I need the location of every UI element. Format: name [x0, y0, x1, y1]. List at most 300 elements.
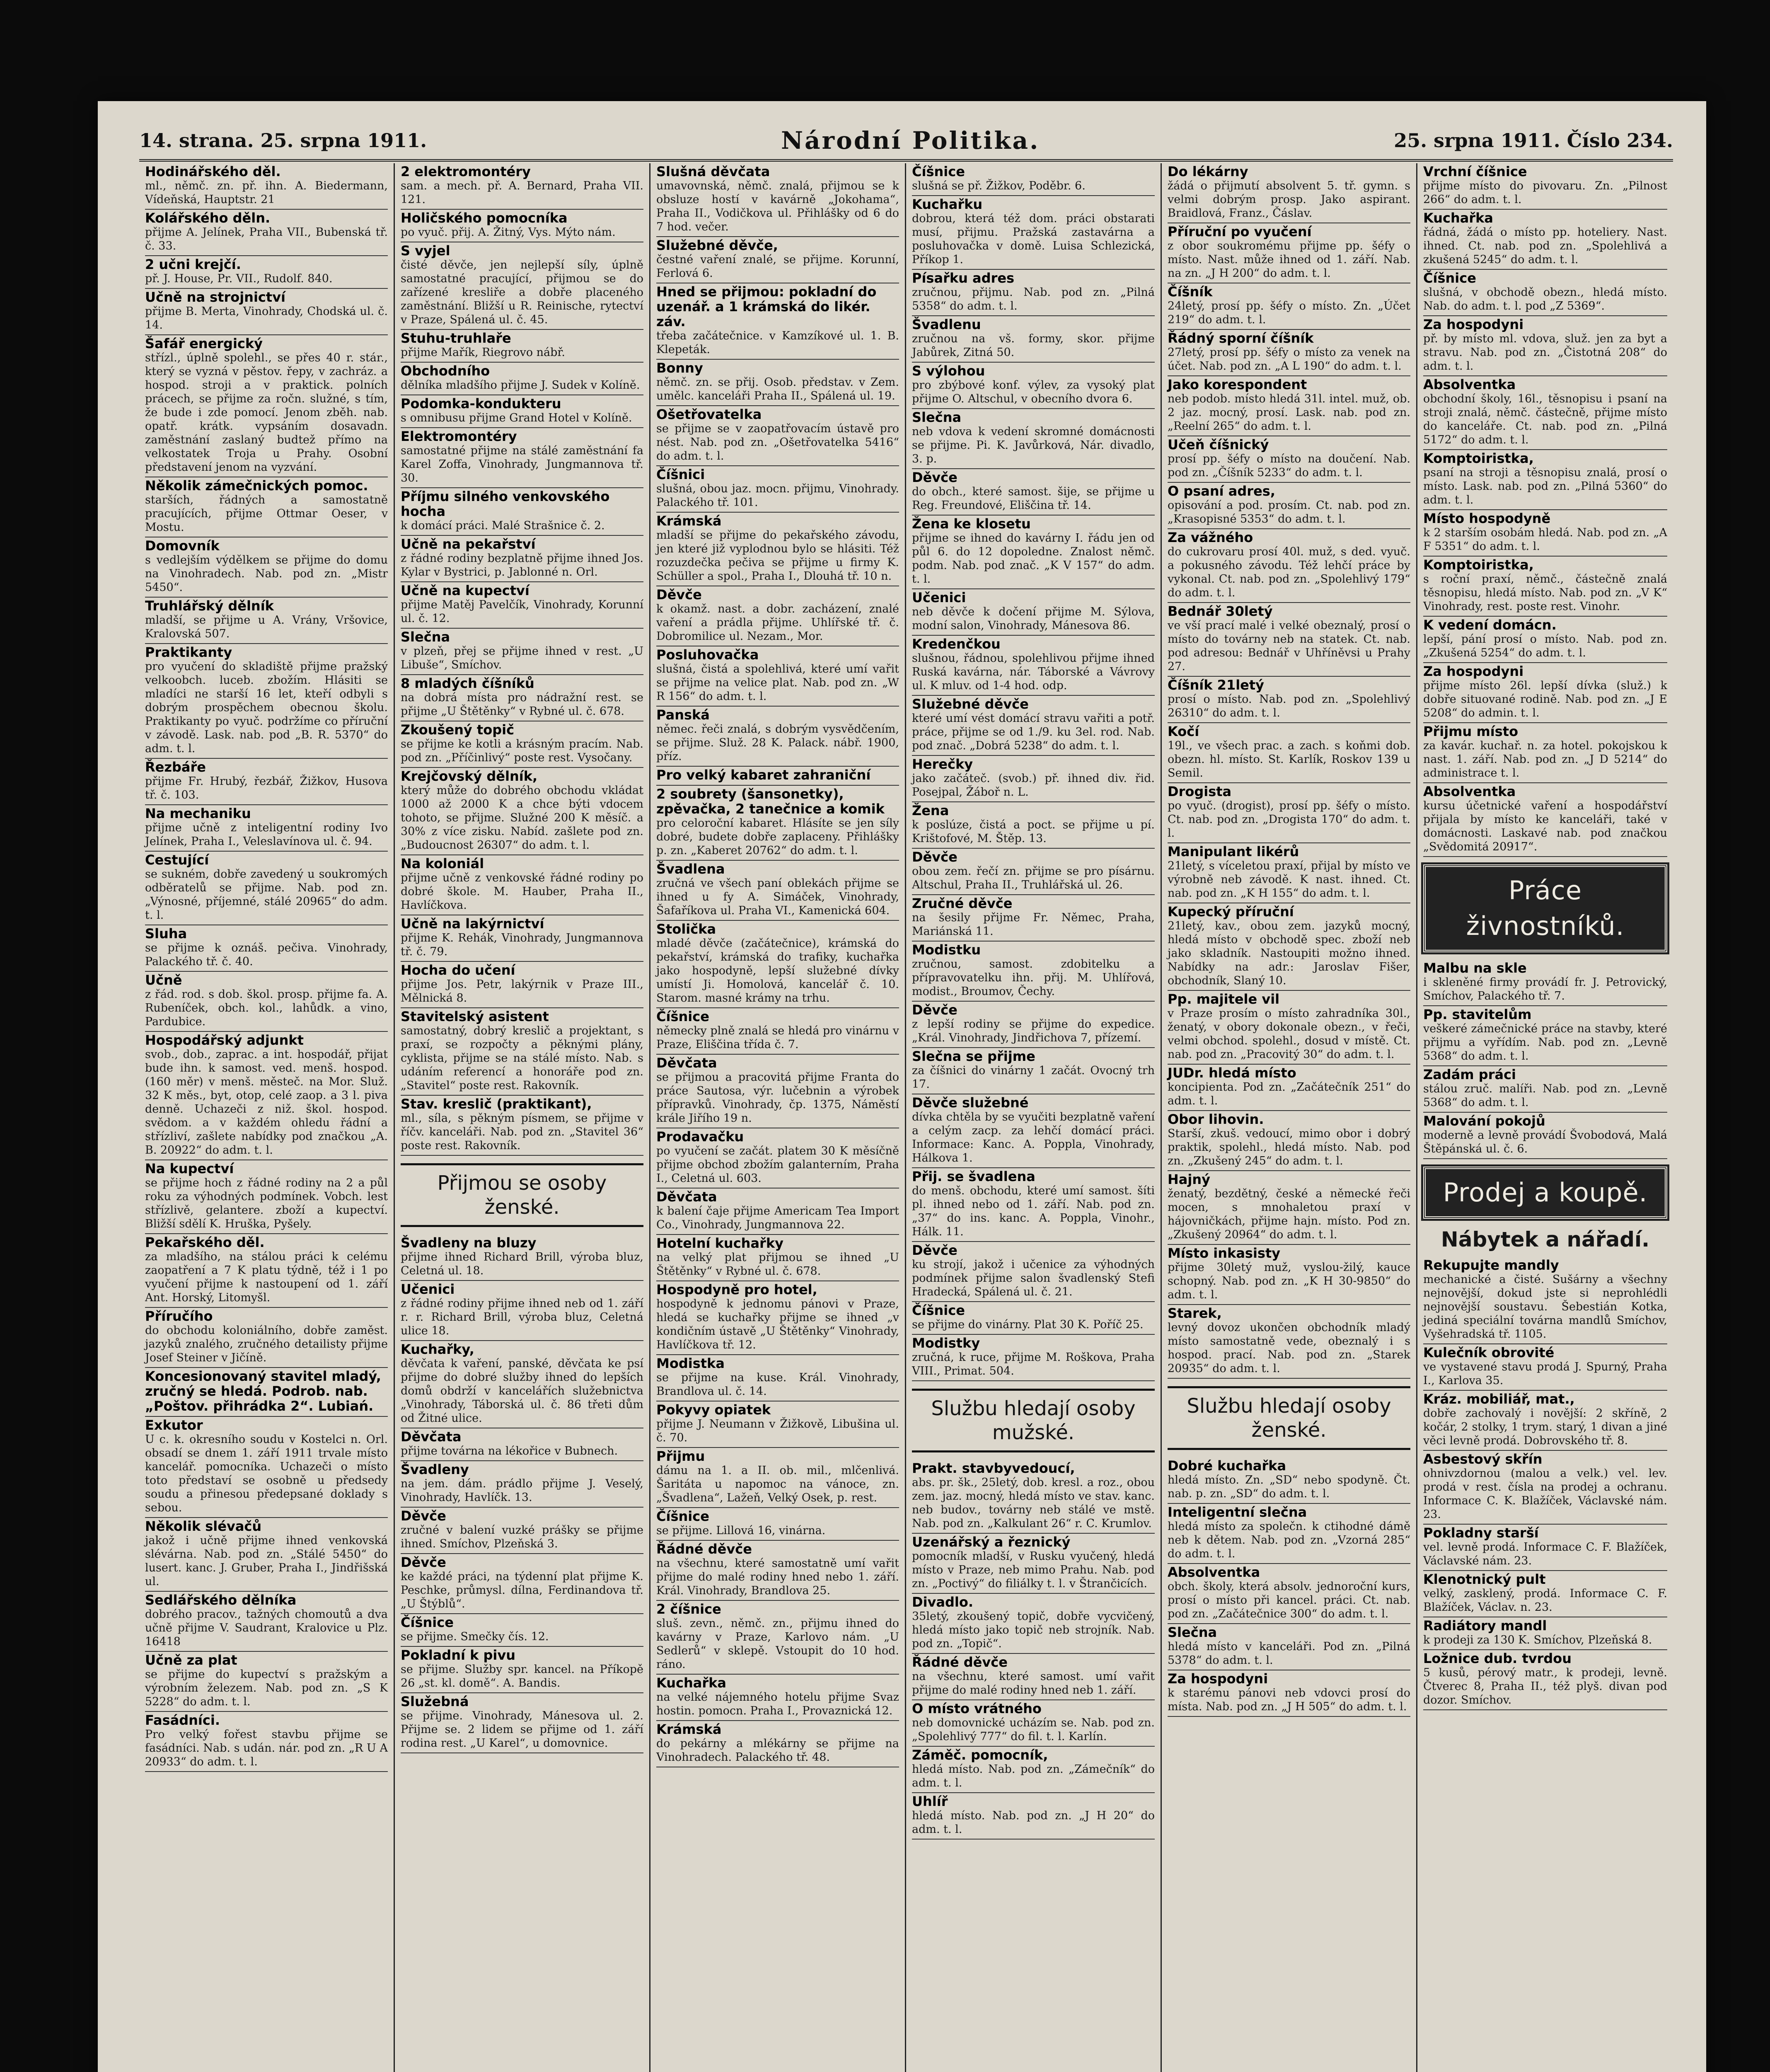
- ad-headline: Kuchařku: [912, 196, 983, 212]
- ad-body: 24letý, prosí pp. šéfy o místo. Zn. „Účet 219“ do adm. t. l.: [1168, 300, 1410, 326]
- newspaper-page: [98, 101, 1706, 2072]
- ad-headline: Slečna: [912, 409, 962, 425]
- classified-ad: [1423, 1391, 1667, 1451]
- ad-body: stálou zruč. malíři. Nab. pod zn. „Levně 5368“ do adm. t. l.: [1423, 1082, 1667, 1109]
- ad-body: k 2 starším osobám hledá. Nab. pod zn. „A F 5351“ do adm. t. l.: [1423, 526, 1667, 553]
- ad-body: němč. zn. se přij. Osob. představ. v Zem. umělc. kanceláři Praha II., Spálená ul. 19.: [656, 376, 899, 402]
- classified-ad: [401, 488, 643, 536]
- ad-headline: Místo inkasisty: [1168, 1245, 1281, 1261]
- classified-ad: [912, 1335, 1155, 1381]
- ad-headline: K vedení domácn.: [1423, 617, 1557, 633]
- ad-body: přijme místo 26l. lepší dívka (služ.) k dobře situované rodině. Nab. pod zn. „J E 5208“ do admin. t. l.: [1423, 679, 1667, 719]
- ad-body: mladší, se přijme u A. Vrány, Vršovice, Kralovská 507.: [145, 614, 388, 640]
- ad-headline: Panská: [656, 707, 710, 723]
- classified-ad: [1168, 677, 1410, 723]
- ad-body: se přijme hoch z řádné rodiny na 2 a půl roku za výhodných podmínek. Vobch. lest střízlivě, gelantere. zboží a kupectví. Bližší sdělí K. Hruška, Pyšely.: [145, 1176, 388, 1230]
- ad-body: přijme ihned Richard Brill, výroba bluz, Celetná ul. 18.: [401, 1251, 643, 1277]
- ad-headline: Děvčata: [656, 1055, 717, 1071]
- classified-ad: [656, 1508, 899, 1541]
- masthead-title: Národní Politika.: [781, 126, 1040, 155]
- ad-body: dělníka mladšího přijme J. Sudek v Kolíně.: [401, 379, 640, 392]
- ad-headline: Učně na pekařství: [401, 536, 536, 552]
- ad-body: obou zem. řečí zn. přijme se pro písárnu. Altschul, Praha II., Truhlářská ul. 26.: [912, 865, 1155, 891]
- classified-ad: [1168, 843, 1410, 903]
- ad-body: do obchodu koloniálního, dobře zaměst. jazyků znalého, zručného detailisty přijme Josef Steiner v Jičíně.: [145, 1324, 388, 1364]
- ad-body: k poslúze, čistá a poct. se přijme u pí. Krištofové, M. Štěp. 13.: [912, 818, 1155, 845]
- ad-body: opisování a pod. prosím. Ct. nab. pod zn. „Krasopisné 5353“ do adm. t. l.: [1168, 499, 1410, 525]
- classified-ad: [1168, 991, 1410, 1065]
- classified-ad: [401, 1508, 643, 1554]
- classified-ad: [1168, 223, 1410, 283]
- ad-body: prosí pp. šéfy o místo na doučení. Nab. pod zn. „Číšník 5233“ do adm. t. l.: [1168, 453, 1410, 479]
- ad-headline: Inteligentní slečna: [1168, 1504, 1307, 1520]
- classified-ad: [1168, 1171, 1410, 1245]
- classified-ad: [145, 805, 388, 852]
- ad-body: hledá místo v kanceláři. Pod zn. „Pilná 5378“ do adm. t. l.: [1168, 1640, 1410, 1667]
- ad-headline: Krámská: [656, 513, 722, 529]
- column-5: [1162, 163, 1417, 2072]
- classified-ad: [656, 1721, 899, 1767]
- classified-ad: [656, 237, 899, 283]
- ad-body: př. J. House, Pr. VII., Rudolf. 840.: [145, 272, 333, 285]
- ad-body: vel. levně prodá. Informace C. F. Blažíček, Václavské nám. 23.: [1423, 1541, 1667, 1567]
- ad-body: po vyuč. přij. A. Žitný, Vys. Mýto nám.: [401, 226, 616, 239]
- ad-body: 19l., ve všech prac. a zach. s koňmi dob. obezn. hl. místo. St. Karlík, Roskov 139 u Semil.: [1168, 739, 1410, 779]
- classified-ad: [656, 1235, 899, 1281]
- ad-headline: Absolventka: [1423, 784, 1516, 799]
- ad-body: se přijme se v zaopatřovacím ústavě pro nést. Nab. pod zn. „Ošetřovatelka 5416“ do adm. t. l.: [656, 422, 899, 462]
- classified-ad: [1423, 1571, 1667, 1617]
- classified-ad: [401, 242, 643, 330]
- classified-ad: [1168, 1245, 1410, 1305]
- classified-ad: [401, 1428, 643, 1461]
- classified-ad: [401, 1008, 643, 1096]
- ad-headline: Pro velký kabaret zahraniční: [656, 767, 871, 783]
- ad-body: lepší, pání prosí o místo. Nab. pod zn. „Zkušená 5254“ do adm. t. l.: [1423, 633, 1667, 659]
- ad-headline: Služebné děvče: [912, 696, 1029, 712]
- ad-body: přijme J. Neumann v Žižkově, Libušina ul. č. 70.: [656, 1418, 899, 1444]
- ad-headline: Krejčovský dělník,: [401, 768, 538, 784]
- ad-headline: JUDr. hledá místo: [1168, 1065, 1296, 1081]
- ad-headline: Komptoiristka,: [1423, 557, 1534, 573]
- classified-ad: [1423, 960, 1667, 1006]
- ad-body: přijme se ihned do kavárny I. řádu jen od půl 6. do 12 dopoledne. Znalost němč. podm. Nab. pod znač. „K V 157“ do adm. t. l.: [912, 532, 1155, 586]
- ad-body: hospodyně k jednomu pánovi v Praze, hledá se kuchařky přijme se ihned „v kondičním ústavě „U Štětěnky“ Vinohrady, Havlíčkova tř. 12.: [656, 1297, 899, 1351]
- ad-body: ženatý, bezdětný, české a německé řeči mocen, s mnohaletou praxí v hájovničkách, přijme hajn. místo. Pod zn. „Zkušený 20964“ do adm. t. l.: [1168, 1187, 1410, 1241]
- ad-headline: Hocha do učení: [401, 962, 515, 978]
- ad-body: slušná, obou jaz. mocn. přijmu, Vinohrady. Palackého tř. 101.: [656, 482, 899, 509]
- ad-headline: Ložnice dub. tvrdou: [1423, 1651, 1572, 1666]
- ad-body: neb domovnické ucházím se. Nab. pod zn. „Spolehlivý 777“ do fil. t. l. Karlín.: [912, 1716, 1155, 1743]
- ad-headline: 8 mladých číšníků: [401, 675, 534, 691]
- ad-headline: Koncesionovaný stavitel mladý, zručný se hledá. Podrob. nab. „Poštov. přihrádka 2“. Lubiań.: [145, 1368, 381, 1414]
- ad-body: neb vdova k vedení skromné domácnosti se přijme. Pi. K. Javůrková, Nár. divadlo, 3. p.: [912, 425, 1155, 465]
- classified-ad: [1423, 210, 1667, 270]
- ad-headline: Číšnice: [1423, 270, 1476, 286]
- ad-body: mechanické a čisté. Sušárny a všechny nejnovější, dokud jste si neprohlédli nejnovější soustavu. Šebestián Kotka, jediná speciální továrna mandlů Smíchov, Vyšehradská tř. 1105.: [1423, 1273, 1667, 1341]
- ad-headline: Obor lihovin.: [1168, 1111, 1264, 1127]
- ad-body: jako začáteč. (svob.) př. ihned div. řid. Posejpal, Žáboř n. L.: [912, 772, 1155, 799]
- ad-body: přijme Jos. Petr, lakýrnik v Praze III., Mělnická 8.: [401, 978, 643, 1005]
- classified-ad: [401, 163, 643, 210]
- classified-ad: [912, 1747, 1155, 1793]
- classified-ad: [145, 1234, 388, 1308]
- ad-headline: Stolička: [656, 921, 716, 937]
- classified-ad: [912, 636, 1155, 696]
- ad-body: starších, řádných a samostatně pracujících, přijme Ottmar Oeser, v Mostu.: [145, 494, 388, 534]
- classified-ad: [401, 1234, 643, 1281]
- classified-ad: [401, 363, 643, 395]
- classified-ad: [401, 962, 643, 1008]
- ad-headline: Řádné děvče: [656, 1541, 752, 1557]
- ad-headline: Kredenčkou: [912, 636, 1001, 652]
- classified-ad: [656, 586, 899, 646]
- classified-ad: [912, 802, 1155, 849]
- ad-headline: Na mechaniku: [145, 806, 251, 821]
- ad-body: přijme A. Jelínek, Praha VII., Bubenská tř. č. 33.: [145, 226, 388, 252]
- ad-headline: Pekařského děl.: [145, 1234, 265, 1250]
- ad-body: zručné v balení vuzké prášky se přijme ihned. Smíchov, Plzeňská 3.: [401, 1524, 643, 1550]
- classified-ad: [1168, 1670, 1410, 1717]
- classified-ad: [1423, 316, 1667, 376]
- classified-ad: [1423, 783, 1667, 857]
- classified-ad: [1168, 723, 1410, 783]
- ad-headline: Děvče: [401, 1508, 446, 1524]
- ad-headline: Obchodního: [401, 363, 490, 379]
- ad-body: se přijmou a pracovitá přijme Franta do práce Sautosa, výr. lučebnin a výrobek přípravků. Vinohrady, čp. 1375, Náměstí krále Jiřího 19 n.: [656, 1071, 899, 1125]
- classified-ad: [1168, 1065, 1410, 1111]
- ad-headline: Učenici: [401, 1281, 455, 1297]
- page-header: [139, 122, 1673, 162]
- ad-body: slušnou, řádnou, spolehlivou přijme ihned Ruská kavárna, nár. Táborské a Vávrovy ul. K mluv. od 1-4 hod. odp.: [912, 652, 1155, 692]
- classified-ad: [912, 1594, 1155, 1654]
- classified-ad: [912, 1793, 1155, 1840]
- classified-ad: [656, 1541, 899, 1601]
- classified-ad: [1168, 1504, 1410, 1564]
- classified-ad: [912, 589, 1155, 636]
- ad-headline: Krámská: [656, 1721, 722, 1737]
- ad-body: se přijme. Vinohrady, Mánesova ul. 2. Přijme se. 2 lidem se přijme od 1. září rodina rest. „U Karel“, u domovnice.: [401, 1709, 643, 1750]
- ad-body: sam. a mech. př. A. Bernard, Praha VII. 121.: [401, 179, 643, 206]
- issue-date-number: 25. srpna 1911. Číslo 234.: [1394, 129, 1673, 152]
- classified-ad: [1168, 783, 1410, 843]
- classified-ad: [1423, 1006, 1667, 1066]
- classified-ad: [145, 256, 388, 289]
- column-6: [1417, 163, 1673, 2072]
- ad-headline: Švadlena: [656, 861, 725, 877]
- ad-headline: Za hospodyni: [1168, 1671, 1268, 1687]
- ad-headline: Prodavačku: [656, 1129, 744, 1145]
- classified-ad: [1423, 1066, 1667, 1113]
- ad-body: za mladšího, na stálou práci k celému zaopatření a 7 K platu týdně, též i 1 po vyučení přijme k nastoupení od 1. září Ant. Horský, Litomyšl.: [145, 1250, 388, 1304]
- classified-ad: [401, 1341, 643, 1428]
- classified-ad: [912, 1534, 1155, 1594]
- ad-body: obchodní školy, 16l., těsnopisu i psaní na stroji znalá, němč. částečně, přijme místo do kanceláře. Ct. nab. pod zn. „Pilná 5172“ do adm. t. l.: [1423, 392, 1667, 446]
- classified-ad: [1168, 483, 1410, 529]
- classified-ad: [656, 1448, 899, 1508]
- classified-ad: [656, 861, 899, 921]
- ad-headline: Učně: [145, 972, 182, 988]
- classified-ad: [145, 972, 388, 1032]
- classified-ad: [1423, 510, 1667, 557]
- ad-headline: Číšnice: [656, 1508, 709, 1524]
- classified-ad: [1168, 163, 1410, 223]
- ad-body: zručná, k ruce, přijme M. Roškova, Praha VIII., Primat. 504.: [912, 1351, 1155, 1377]
- ad-headline: Absolventka: [1168, 1564, 1260, 1580]
- classified-ad: [912, 1242, 1155, 1302]
- ad-headline: Bednář 30letý: [1168, 603, 1273, 619]
- ad-headline: Učně za plat: [145, 1652, 237, 1668]
- ad-headline: S vyjel: [401, 243, 450, 259]
- ad-body: za číšnici do vinárny 1 začát. Ovocný trh 17.: [912, 1064, 1155, 1091]
- ad-body: žádá o přijmutí absolvent 5. tř. gymn. s velmi dobrým prosp. Jako aspirant. Braidlová, Franz., Čáslav.: [1168, 179, 1410, 220]
- ad-body: se přijme do vinárny. Plat 30 K. Poříč 25.: [912, 1318, 1144, 1331]
- ad-headline: Přij. se švadlena: [912, 1169, 1035, 1184]
- classified-ad: [912, 942, 1155, 1002]
- ad-body: koncipienta. Pod zn. „Začátečník 251“ do adm. t. l.: [1168, 1081, 1410, 1107]
- ad-headline: Na koloniál: [401, 856, 484, 871]
- ad-body: Starší, zkuš. vedoucí, mimo obor i dobrý praktik, spolehl., hledá místo. Nab. pod zn. „Zkušený 245“ do adm. t. l.: [1168, 1127, 1410, 1167]
- classified-ad: [1423, 1344, 1667, 1391]
- classified-ad: [656, 1008, 899, 1055]
- column-4: [906, 163, 1162, 2072]
- classified-ad: [145, 210, 388, 256]
- ad-body: i skleněné firmy provádí fr. J. Petrovický, Smíchov, Palackého tř. 7.: [1423, 976, 1667, 1002]
- ad-body: přijme Fr. Hrubý, řezbář, Žižkov, Husova tř. č. 103.: [145, 775, 388, 801]
- ad-headline: Řezbáře: [145, 759, 206, 775]
- ad-body: slušná, v obchodě obezn., hledá místo. Nab. do adm. t. l. pod „Z 5369“.: [1423, 286, 1667, 312]
- classified-ad: [1423, 663, 1667, 723]
- ad-body: 27letý, prosí pp. šéfy o místo za venek na účet. Nab. pod zn. „A L 190“ do adm. t. l.: [1168, 346, 1410, 373]
- classified-ad: [656, 1601, 899, 1675]
- ad-headline: Kočí: [1168, 724, 1199, 739]
- ad-body: na velký plat přijmou se ihned „U Štětěnky“ v Rybné ul. č. 678.: [656, 1251, 899, 1278]
- ad-body: v plzeň, přej se přijme ihned v rest. „U Libuše“, Smíchov.: [401, 645, 643, 671]
- classified-ad: [1168, 330, 1410, 376]
- ad-headline: Řádný sporní číšník: [1168, 330, 1314, 346]
- ad-headline: Místo hospodyně: [1423, 511, 1551, 526]
- classified-ad: [912, 1654, 1155, 1700]
- ad-headline: Za hospodyni: [1423, 317, 1524, 332]
- ad-headline: Divadlo.: [912, 1594, 973, 1610]
- ad-body: za kavár. kuchař. n. za hotel. pokojskou k nast. 1. září. Nab. pod zn. „J D 5214“ do administrace t. l.: [1423, 739, 1667, 779]
- ad-headline: Hodinářského děl.: [145, 164, 281, 179]
- ad-headline: Učně na lakýrnictví: [401, 916, 544, 932]
- ad-headline: Slečna se přijme: [912, 1048, 1035, 1064]
- ad-headline: Zkoušený topič: [401, 722, 515, 738]
- ad-body: ve vší prací malé i velké obeznalý, prosí o místo do továrny neb na statek. Ct. nab. pod adresou: Bednář v Uhříněvsi u Prahy 27.: [1168, 619, 1410, 673]
- ad-headline: Stav. kreslič (praktikant),: [401, 1096, 592, 1112]
- ad-body: přijme 30letý muž, vyslou-žilý, kauce schopný. Nab. pod zn. „K H 30-9850“ do adm. t. l.: [1168, 1261, 1410, 1301]
- ad-body: mladé děvče (začátečnice), krámská do pekařství, krámská do trafiky, kuchařka jako hospodyně, lepší služebné dívky umístí Ji. Homolová, kancelář č. 10. Starom. masné krámy na trhu.: [656, 937, 899, 1005]
- ad-headline: Služebné děvče,: [656, 237, 778, 253]
- classified-ad: [656, 921, 899, 1008]
- section-heading: Službu hledají osoby ženské.: [1168, 1386, 1410, 1450]
- ad-headline: Číšník: [1168, 284, 1213, 300]
- section-heading: Přijmou se osoby ženské.: [401, 1163, 643, 1227]
- classified-ad: [1423, 450, 1667, 510]
- ad-body: přijme místo do pivovaru. Zn. „Pilnost 266“ do adm. t. l.: [1423, 179, 1667, 206]
- classified-ad: [912, 1002, 1155, 1048]
- classified-ad: [656, 707, 899, 767]
- classified-ad: [912, 1460, 1155, 1534]
- classified-ad: [145, 1368, 388, 1417]
- classified-ad: [1168, 529, 1410, 603]
- classified-ad: [912, 895, 1155, 942]
- classified-ad: [1423, 1257, 1667, 1344]
- section-heading: Službu hledají osoby mužské.: [912, 1389, 1155, 1452]
- ad-headline: Holičského pomocníka: [401, 210, 568, 226]
- ad-headline: Učeň číšnický: [1168, 437, 1269, 453]
- ad-headline: Řádné děvče: [912, 1654, 1008, 1670]
- classified-ad: [1423, 617, 1667, 663]
- classified-ad: [912, 196, 1155, 270]
- ad-headline: Malbu na skle: [1423, 960, 1527, 976]
- ad-headline: Modistka: [656, 1356, 725, 1371]
- ad-body: dívka chtěla by se vyučiti bezplatně vaření a celým zacp. za lehčí domácí práci. Informace: Kanc. A. Poppla, Vinohrady, Hálkova 1.: [912, 1111, 1155, 1164]
- column-1: [139, 163, 395, 2072]
- classified-ad: [1423, 557, 1667, 617]
- ad-body: mladší se přijme do pekařského závodu, jen které již vyplodnou bylo se hlásiti. Též rozuzdečka pečiva se přijme u firmy K. Schüller a spol., Praha I., Dlouhá tř. 10 n.: [656, 529, 899, 583]
- classified-ad: [145, 1308, 388, 1368]
- classified-ad: [145, 1592, 388, 1652]
- classified-ad: [912, 163, 1155, 196]
- ad-headline: Děvče: [401, 1554, 446, 1570]
- classified-ad: [912, 516, 1155, 589]
- ad-headline: Děvčata: [401, 1429, 462, 1445]
- ad-body: se přijme. Lillová 16, vinárna.: [656, 1524, 826, 1537]
- ad-headline: Kulečník obrovité: [1423, 1345, 1555, 1360]
- ad-body: s vedlejším výdělkem se přijme do domu na Vinohradech. Nab. pod zn. „Mistr 5450“.: [145, 554, 388, 594]
- classified-ad: [401, 1461, 643, 1508]
- subsection-heading: Nábytek a nářadí.: [1441, 1227, 1650, 1251]
- classified-ad: [656, 466, 899, 513]
- ad-headline: Rekupujte mandly: [1423, 1257, 1559, 1273]
- classified-ad: [145, 1160, 388, 1234]
- ad-body: veškeré zámečnické práce na stavby, které přijmu a vyřídím. Nab. pod zn. „Levně 5368“ do adm. t. l.: [1423, 1022, 1667, 1063]
- ad-headline: Hned se přijmou: pokladní do uzenář. a 1 krámská do likér. záv.: [656, 284, 877, 329]
- ad-body: po vyučení se začát. platem 30 K měsíčně přijme obchod zbožím galanterním, Praha I., Celetná ul. 603.: [656, 1145, 899, 1185]
- classified-ad: [401, 675, 643, 721]
- ad-headline: Děvče: [656, 587, 702, 603]
- classified-ad: [912, 1048, 1155, 1094]
- ad-body: na jem. dám. prádlo přijme J. Veselý, Vinohrady, Havlíčk. 13.: [401, 1477, 643, 1504]
- ad-body: ml., síla, s pěkným písmem, se přijme v říčv. kanceláři. Nab. pod zn. „Stavitel 36“ poste rest. Rakovník.: [401, 1112, 643, 1152]
- ad-body: umavovnská, němč. znalá, přijmou se k obsluze hostí v kavárně „Jokohama“, Praha II., Vodičkova ul. Přihlášky od 6 do 7 hod. večer.: [656, 179, 899, 233]
- ad-body: prosí o místo. Nab. pod zn. „Spolehlivý 26310“ do adm. t. l.: [1168, 693, 1410, 719]
- ad-headline: Za vážného: [1168, 530, 1253, 545]
- classified-ad: [912, 270, 1155, 316]
- ad-body: zručnou, přijmu. Nab. pod zn. „Pilná 5358“ do adm. t. l.: [912, 286, 1155, 312]
- ad-headline: Drogista: [1168, 784, 1232, 799]
- ad-headline: Pokladní k pivu: [401, 1647, 516, 1663]
- ad-headline: Sedlářského dělníka: [145, 1592, 297, 1608]
- classified-ad: [656, 1281, 899, 1355]
- ad-body: neb podob. místo hledá 31l. intel. muž, ob. 2 jaz. mocný, prosí. Lask. nab. pod zn. „Reelní 265“ do adm. t. l.: [1168, 392, 1410, 433]
- classified-ad: [656, 283, 899, 360]
- ad-body: se přijme. Služby spr. kancel. na Příkopě 26 „st. kl. domě“. A. Bandis.: [401, 1663, 643, 1690]
- ad-headline: O psaní adres,: [1168, 483, 1275, 499]
- classified-ad: [656, 163, 899, 237]
- ad-body: kursu účetnické vaření a hospodářství přijala by místo ke kanceláři, také v domácnosti. Laskavé nab. pod značkou „Svědomitá 20917“.: [1423, 799, 1667, 853]
- ad-body: levný dovoz ukončen obchodník mladý místo samostatně vede, obeznalý i s hospod. prací. Nab. pod zn. „Starek 20935“ do adm. t. l.: [1168, 1321, 1410, 1375]
- classified-ad: [401, 721, 643, 768]
- ad-headline: Pokladny starší: [1423, 1525, 1539, 1541]
- ad-headline: Dobré kuchařka: [1168, 1458, 1286, 1474]
- ad-body: do obch., které samost. šije, se přijme u Reg. Freundové, Eliščina tř. 14.: [912, 485, 1155, 512]
- ad-body: třeba začátečnice. v Kamzíkové ul. 1. B. Klepeták.: [656, 329, 899, 356]
- ad-body: dobře zachovalý i novější: 2 skříně, 2 kočár, 2 stolky, 1 trym. starý, 1 divan a jiné věci levně prodá. Dobrovského tř. 8.: [1423, 1407, 1667, 1447]
- classified-ad: [401, 1647, 643, 1693]
- ad-body: k okamž. nast. a dobr. zacházení, znalé vaření a prádla přijme. Uhlířské tř. č. Dobromilice ul. Nezam., Mor.: [656, 603, 899, 643]
- ad-body: zručná ve všech paní oblekách přijme se ihned u fy A. Simáček, Vinohrady, Šafaříkova ul. Praha VI., Kamenická 604.: [656, 877, 899, 917]
- ad-body: hledá místo. Nab. pod zn. „Zámečník“ do adm. t. l.: [912, 1763, 1155, 1789]
- ad-headline: Číšnice: [401, 1615, 454, 1630]
- ad-headline: Fasádníci.: [145, 1712, 220, 1728]
- ad-body: ohnivzdornou (malou a velk.) vel. lev. prodá v rest. čísla na prodej a ochranu. Informace C. K. Blažíček, Václavské nám. 23.: [1423, 1467, 1667, 1521]
- ad-headline: Šafář energický: [145, 336, 263, 351]
- ad-headline: Slušná děvčata: [656, 164, 770, 179]
- ad-body: se přijme k oznáš. pečiva. Vinohrady, Palackého tř. č. 40.: [145, 942, 388, 968]
- ad-headline: Praktikanty: [145, 644, 232, 660]
- ad-body: přijme učně z venkovské řádné rodiny po dobré škole. M. Hauber, Praha II., Havlíčkova.: [401, 871, 643, 912]
- classified-ad: [145, 289, 388, 335]
- classified-ad: [656, 767, 899, 786]
- ad-body: ml., němč. zn. př. ihn. A. Biedermann, Vídeňská, Hauptstr. 21: [145, 179, 388, 206]
- ad-headline: Starek,: [1168, 1305, 1222, 1321]
- ad-headline: Prakt. stavbyvedoucí,: [912, 1460, 1075, 1476]
- ad-body: sluš. zevn., němč. zn., přijmu ihned do kavárny v Praze, Karlovo nám. „U Sedlerů“ v sklepě. Vstoupit do 10 hod. ráno.: [656, 1617, 899, 1671]
- ad-headline: Absolventka: [1423, 377, 1516, 392]
- ad-headline: Na kupectví: [145, 1161, 234, 1176]
- ad-body: jakož i učně přijme ihned venkovská slévárna. Nab. pod zn. „Stálé 5450“ do lusert. kanc. J. Gruber, Praha I., Jindřišská ul.: [145, 1534, 388, 1588]
- ad-body: střízl., úplně spolehl., se přes 40 r. stár., který se vyzná v pěstov. řepy, v zachráz. a hospod. stroji a v praktick. polních prácech, se přijme za ročn. služné, s tím, že bude i zde pomocí. Jenom zběh. nab. opatř. krátk. vypsáním dosavadn. zaměstnání zaslaný budtež přímo na velkostatek Troja u Prahy. Osobní představení jenom na vyzvání.: [145, 351, 388, 474]
- ad-body: velký, zasklený, prodá. Informace C. F. Blažíček, Václav. n. 23.: [1423, 1587, 1667, 1614]
- ad-body: ke každé práci, na týdenní plat přijme K. Peschke, průmysl. dílna, Ferdinandova tř. „U Štýblů“.: [401, 1570, 643, 1610]
- ad-headline: Učenici: [912, 590, 966, 605]
- ad-body: 21letý, s víceletou praxí, přijal by místo ve výrobně neb závodě. K nast. ihned. Ct. nab. pod zn. „K H 155“ do adm. t. l.: [1168, 859, 1410, 900]
- ad-headline: Vrchní číšnice: [1423, 164, 1527, 179]
- classified-ad: [1423, 1113, 1667, 1159]
- ad-body: z obor soukromému přijme pp. šéfy o místo. Nast. může ihned od 1. září. Nab. na zn. „J H 200“ do adm. t. l.: [1168, 240, 1410, 280]
- ad-headline: Exkutor: [145, 1417, 203, 1433]
- ad-headline: 2 elektromontéry: [401, 164, 531, 179]
- ad-headline: Hospodářský adjunkt: [145, 1032, 304, 1048]
- ad-headline: Příruční po vyučení: [1168, 224, 1312, 240]
- ad-body: dámu na 1. a II. ob. mil., mlčenlivá. Šaritáta u napomoc na vánoce, zn. „Švadlena“, Lažeň, Velký Osek, p. rest.: [656, 1464, 899, 1504]
- classified-ad: [1168, 1305, 1410, 1379]
- ad-headline: Švadlenu: [912, 317, 981, 332]
- ad-headline: Uzenářský a řeznický: [912, 1534, 1071, 1550]
- ad-body: přijme B. Merta, Vinohrady, Chodská ul. č. 14.: [145, 305, 388, 332]
- ad-body: U c. k. okresního soudu v Kostelci n. Orl. obsadí se dnem 1. září 1911 trvale místo kancelář. pomocníka. Uchazeči o místo toto představí se osobně u předsedy soudu a přinesou předepsané doklady s sebou.: [145, 1433, 388, 1514]
- column-2: [395, 163, 650, 2072]
- ad-headline: S výlohou: [912, 363, 985, 379]
- column-3: [650, 163, 906, 2072]
- ad-headline: Domovník: [145, 538, 220, 554]
- ad-headline: Bonny: [656, 360, 703, 376]
- classified-ad: [401, 1096, 643, 1156]
- ad-headline: Číšnice: [656, 1009, 709, 1024]
- ad-body: pro vyučení do skladiště přijme pražský velkoobch. luceb. zbožím. Hlásiti se mladíci ne starší 16 let, kteří odbyli s dobrým prospěchem obecnou školu. Praktikanty po vyuč. podržíme co příruční v závodě. Lask. nab. pod „B. R. 5370“ do adm. t. l.: [145, 660, 388, 755]
- ad-body: na velké nájemného hotelu přijme Svaz hostin. pomocn. Praha I., Provaznická 12.: [656, 1691, 899, 1717]
- classified-ad: [656, 360, 899, 406]
- ad-headline: Kuchařka: [1423, 210, 1494, 226]
- ad-headline: Číšnici: [656, 467, 705, 482]
- classified-ad: [1423, 1525, 1667, 1571]
- ad-headline: Komptoiristka,: [1423, 450, 1534, 466]
- classified-ad: [1168, 1624, 1410, 1670]
